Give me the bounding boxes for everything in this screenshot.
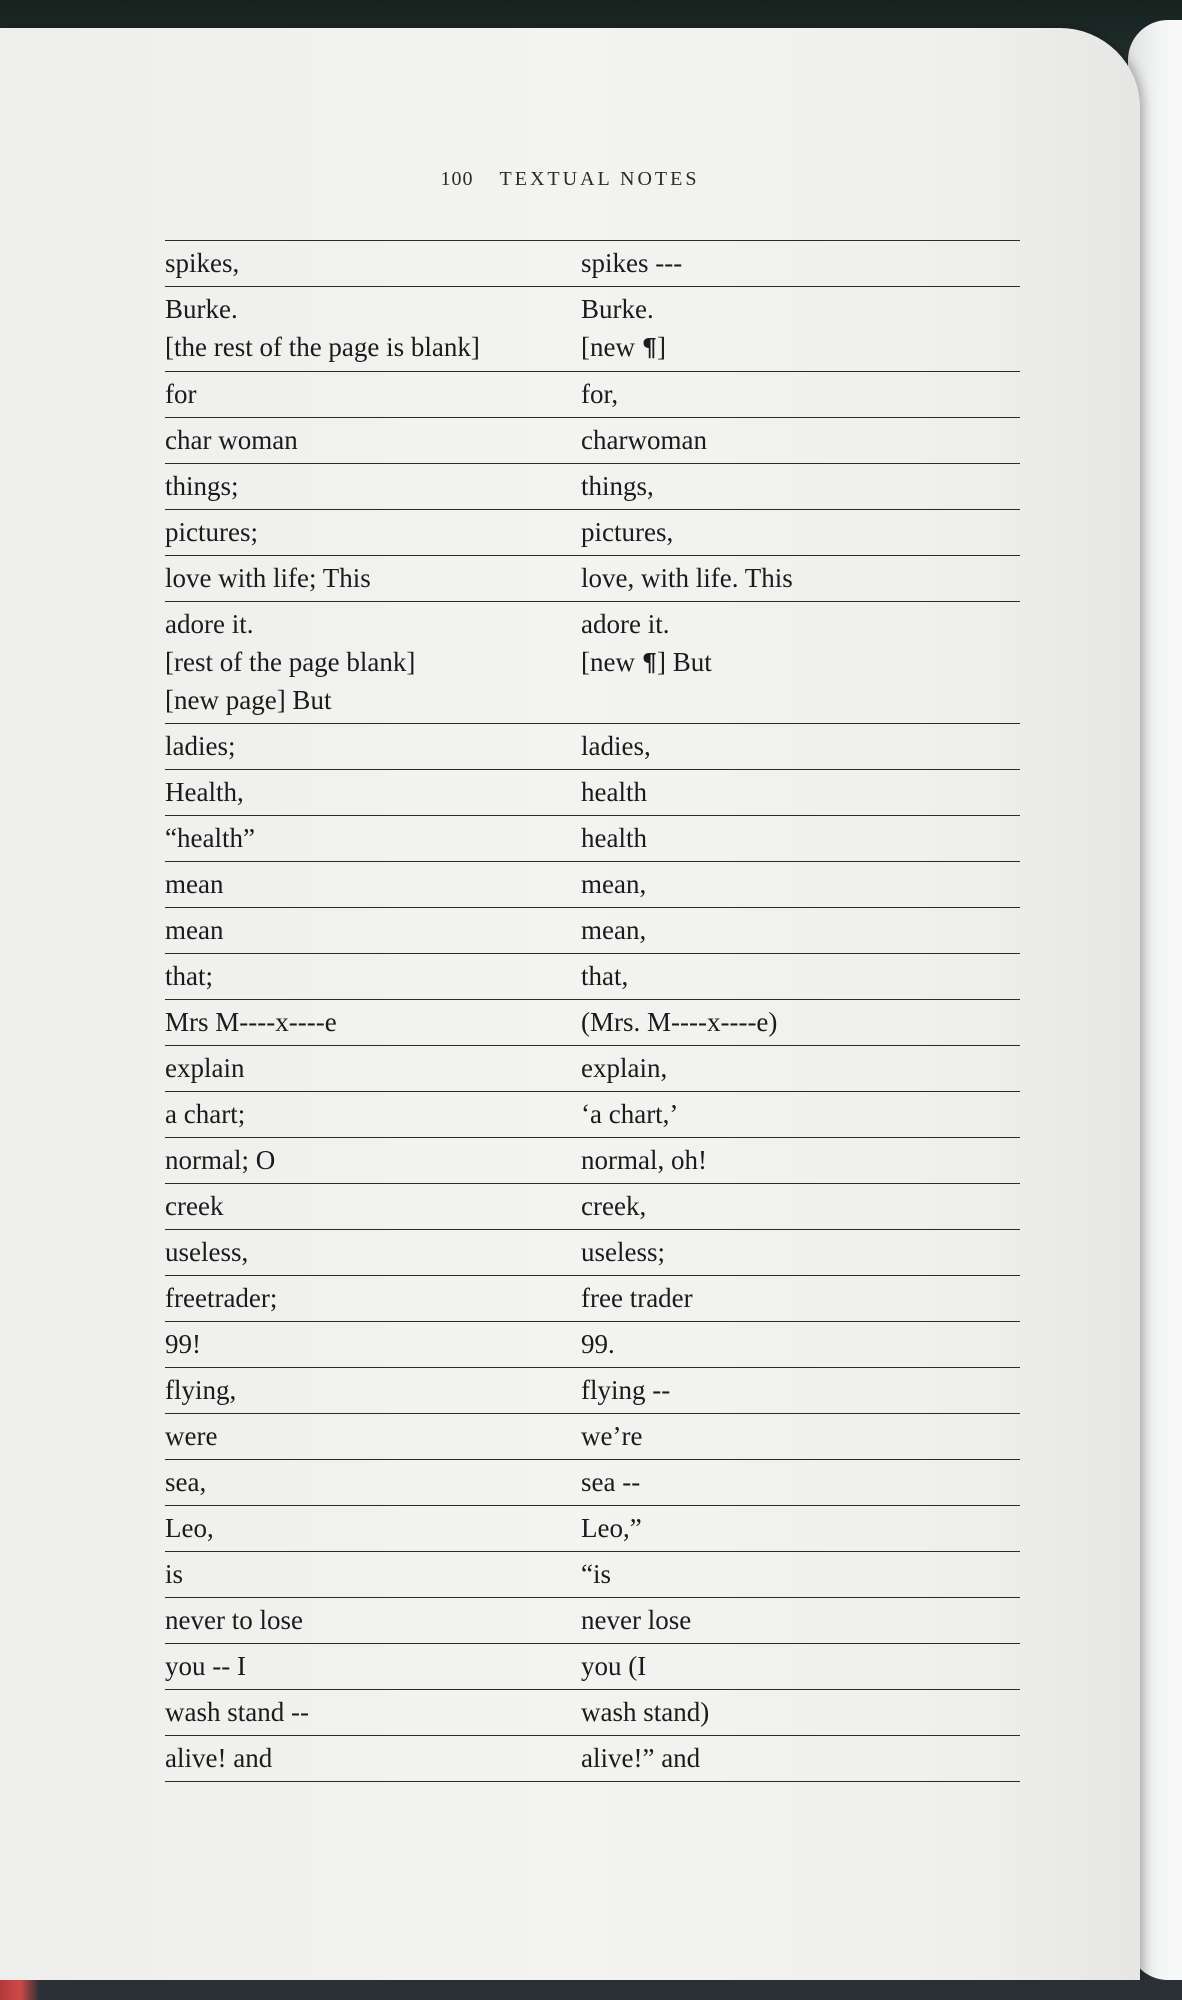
edited-reading: “is xyxy=(581,1559,611,1589)
original-reading: wash stand -- xyxy=(165,1697,309,1727)
book-page xyxy=(0,28,1140,1998)
original-reading: “health” xyxy=(165,823,255,853)
note-row xyxy=(165,556,1020,602)
edited-reading: you (I xyxy=(581,1651,647,1681)
original-reading: a chart; xyxy=(165,1099,246,1129)
note-row xyxy=(165,1138,1020,1184)
original-reading: flying, xyxy=(165,1375,237,1405)
note-row xyxy=(165,372,1020,418)
note-row xyxy=(165,724,1020,770)
note-row xyxy=(165,770,1020,816)
edited-reading: 99. xyxy=(581,1329,615,1359)
edited-reading: Leo,” xyxy=(581,1513,642,1543)
edited-reading: health xyxy=(581,777,647,807)
note-row xyxy=(165,1000,1020,1046)
original-reading: Burke. [the rest of the page is blank] xyxy=(165,294,480,362)
note-row xyxy=(165,1598,1020,1644)
edited-reading: love, with life. This xyxy=(581,563,793,593)
original-reading: useless, xyxy=(165,1237,249,1267)
edited-reading: things, xyxy=(581,471,654,501)
note-row xyxy=(165,602,1020,724)
original-reading: for xyxy=(165,379,197,409)
note-row xyxy=(165,1460,1020,1506)
edited-reading: explain, xyxy=(581,1053,668,1083)
original-reading: 99! xyxy=(165,1329,201,1359)
original-reading: that; xyxy=(165,961,213,991)
edited-reading: ladies, xyxy=(581,731,651,761)
edited-reading: charwoman xyxy=(581,425,707,455)
note-row xyxy=(165,1184,1020,1230)
running-head xyxy=(0,168,1140,191)
note-row xyxy=(165,1276,1020,1322)
original-reading: Health, xyxy=(165,777,244,807)
note-row xyxy=(165,1046,1020,1092)
note-row xyxy=(165,1690,1020,1736)
edited-reading: free trader xyxy=(581,1283,693,1313)
edited-reading: creek, xyxy=(581,1191,647,1221)
note-row xyxy=(165,418,1020,464)
original-reading: creek xyxy=(165,1191,224,1221)
edited-reading: pictures, xyxy=(581,517,674,547)
original-reading: were xyxy=(165,1421,218,1451)
edited-reading: alive!” and xyxy=(581,1743,701,1773)
original-reading: pictures; xyxy=(165,517,258,547)
edited-reading: flying -- xyxy=(581,1375,671,1405)
note-row xyxy=(165,862,1020,908)
note-row xyxy=(165,287,1020,372)
edited-reading: normal, oh! xyxy=(581,1145,707,1175)
original-reading: char woman xyxy=(165,425,298,455)
note-row xyxy=(165,1368,1020,1414)
original-reading: freetrader; xyxy=(165,1283,278,1313)
original-reading: mean xyxy=(165,915,224,945)
edited-reading: adore it. [new ¶] But xyxy=(581,609,712,677)
note-row xyxy=(165,1414,1020,1460)
section-title: TEXTUAL NOTES xyxy=(499,168,700,190)
edited-reading: useless; xyxy=(581,1237,665,1267)
original-reading: you -- I xyxy=(165,1651,246,1681)
edited-reading: mean, xyxy=(581,869,647,899)
edited-reading: (Mrs. M----x----e) xyxy=(581,1007,778,1037)
background-strip xyxy=(0,1980,1182,2000)
note-row xyxy=(165,464,1020,510)
note-row xyxy=(165,510,1020,556)
note-row xyxy=(165,1736,1020,1782)
original-reading: things; xyxy=(165,471,239,501)
original-reading: alive! and xyxy=(165,1743,273,1773)
note-row xyxy=(165,1322,1020,1368)
note-row xyxy=(165,1092,1020,1138)
original-reading: love with life; This xyxy=(165,563,371,593)
edited-reading: for, xyxy=(581,379,619,409)
note-row xyxy=(165,1644,1020,1690)
original-reading: Mrs M----x----e xyxy=(165,1007,337,1037)
edited-reading: spikes --- xyxy=(581,248,683,278)
original-reading: is xyxy=(165,1559,184,1589)
original-reading: never to lose xyxy=(165,1605,303,1635)
page-number: 100 xyxy=(440,168,474,190)
edited-reading: ‘a chart,’ xyxy=(581,1099,679,1129)
original-reading: sea, xyxy=(165,1467,207,1497)
original-reading: ladies; xyxy=(165,731,236,761)
edited-reading: mean, xyxy=(581,915,647,945)
edited-reading: Burke. [new ¶] xyxy=(581,294,667,362)
note-row xyxy=(165,241,1020,287)
edited-reading: health xyxy=(581,823,647,853)
original-reading: explain xyxy=(165,1053,245,1083)
textual-notes-table xyxy=(165,240,1020,1782)
note-row xyxy=(165,816,1020,862)
edited-reading: we’re xyxy=(581,1421,643,1451)
edited-reading: sea -- xyxy=(581,1467,641,1497)
original-reading: mean xyxy=(165,869,224,899)
original-reading: normal; O xyxy=(165,1145,276,1175)
edited-reading: that, xyxy=(581,961,629,991)
pilcrow-glyph: ¶ xyxy=(641,648,658,677)
note-row xyxy=(165,1552,1020,1598)
original-reading: adore it. [rest of the page blank] [new page] But xyxy=(165,609,416,715)
pilcrow-glyph: ¶ xyxy=(641,333,658,362)
note-row xyxy=(165,954,1020,1000)
edited-reading: wash stand) xyxy=(581,1697,710,1727)
edited-reading: never lose xyxy=(581,1605,692,1635)
original-reading: Leo, xyxy=(165,1513,214,1543)
original-reading: spikes, xyxy=(165,248,240,278)
note-row xyxy=(165,1230,1020,1276)
note-row xyxy=(165,1506,1020,1552)
note-row xyxy=(165,908,1020,954)
